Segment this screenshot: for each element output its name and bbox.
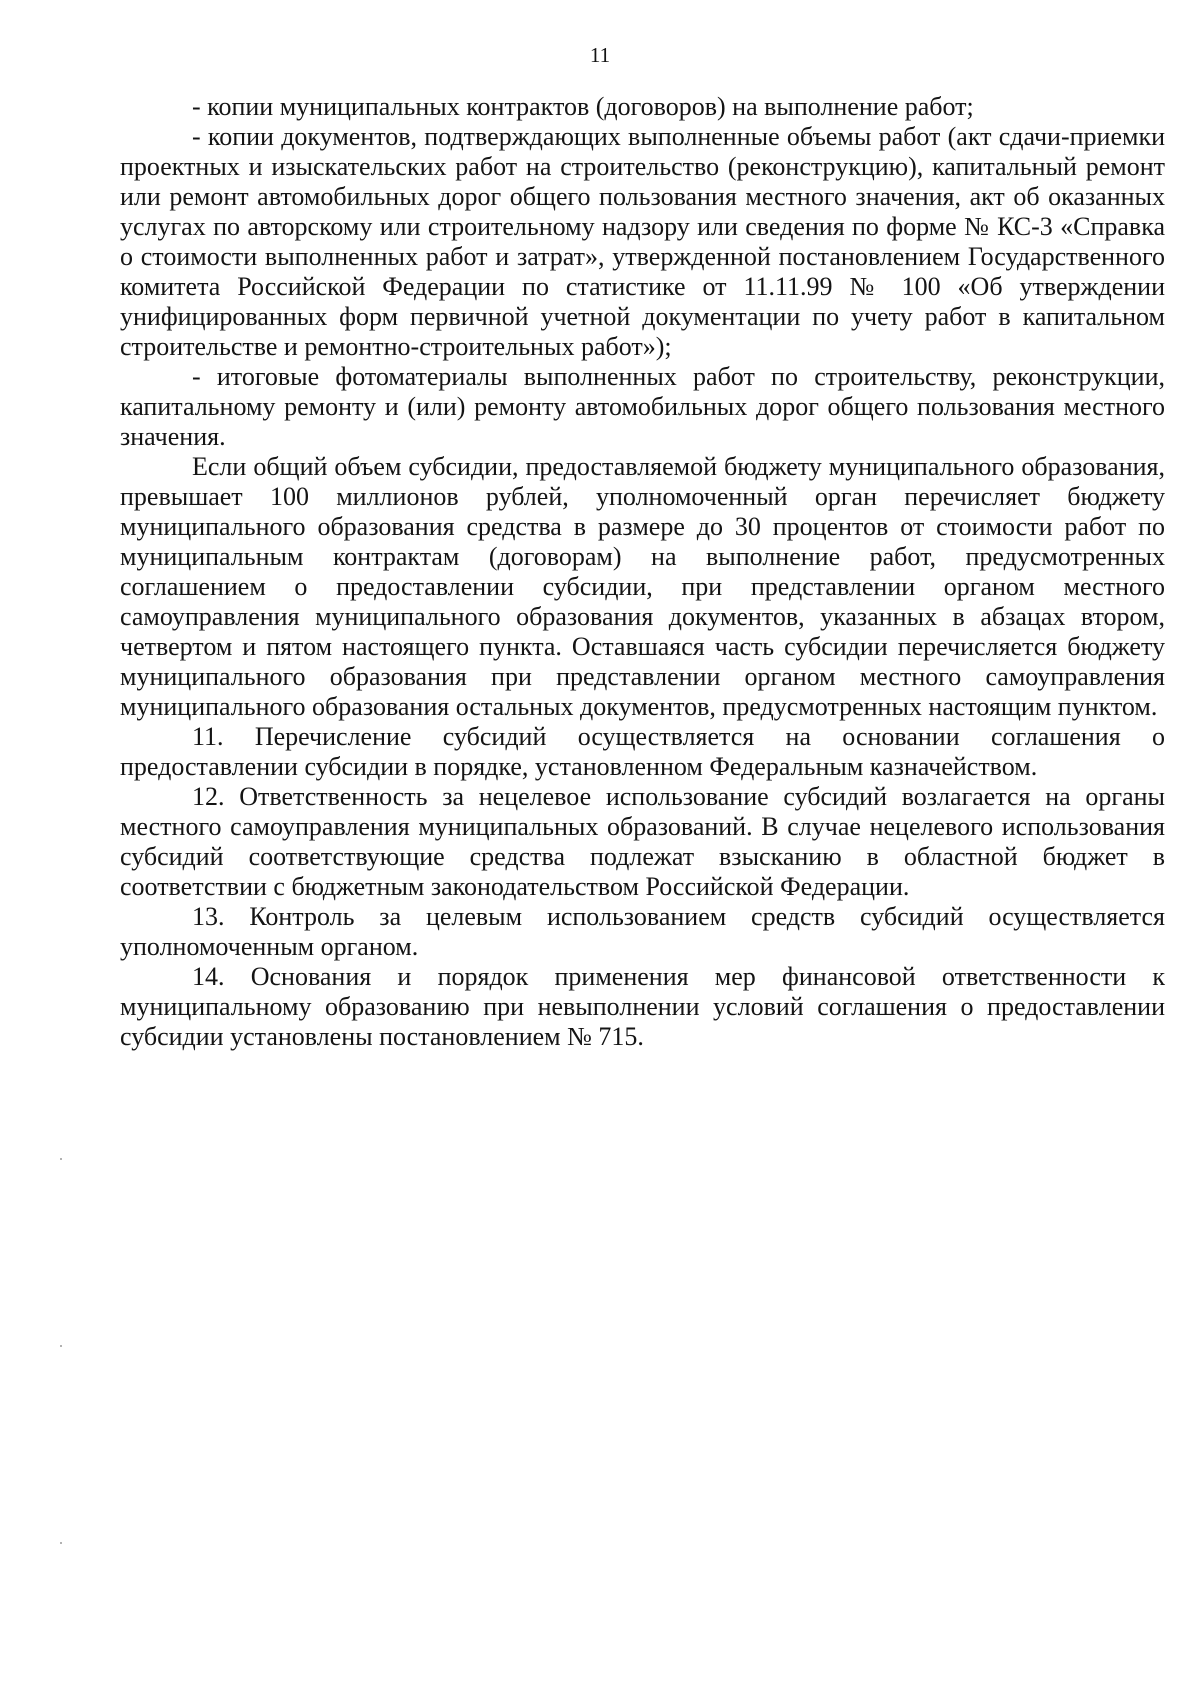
page-number: 11 bbox=[589, 43, 611, 67]
paragraph-item-13: 13. Контроль за целевым использованием средств субсидий осуществляется уполномоченным органом. bbox=[120, 902, 1165, 961]
paragraph-item-11: 11. Перечисление субсидий осуществляется на основании соглашения о предоставлении субсидии в порядке, установленном Федеральным казначейством. bbox=[120, 722, 1165, 781]
paragraph-contract-copies: - копии муниципальных контрактов (договоров) на выполнение работ; bbox=[192, 92, 974, 121]
paragraph-subsidy-volume: Если общий объем субсидии, предоставляемой бюджету муниципального образования, превышает 100 миллионов рублей, уполномоченный орган перечисляет бюджету муниципального образования средства в размере до 30 процентов от стоимости работ по муниципальным контрактам (договорам) на выполнение работ, предусмотренных соглашением о предоставлении субсидии, при представлении органом местного самоуправления муниципального образования документов, указанных в абзацах втором, четвертом и пятом настоящего пункта. Оставшаяся часть субсидии перечисляется бюджету муниципального образования при представлении органом местного самоуправления муниципального образования остальных документов, предусмотренных настоящим пунктом. bbox=[120, 452, 1165, 721]
scan-speck bbox=[60, 1158, 62, 1160]
paragraph-item-12: 12. Ответственность за нецелевое использование субсидий возлагается на органы местного самоуправления муниципальных образований. В случае нецелевого использования субсидий соответствующие средства подлежат взысканию в областной бюджет в соответствии с бюджетным законодательством Российской Федерации. bbox=[120, 782, 1165, 901]
scan-speck bbox=[60, 1542, 62, 1544]
scan-speck bbox=[60, 1345, 62, 1347]
paragraph-photo-materials: - итоговые фотоматериалы выполненных работ по строительству, реконструкции, капитальному ремонту и (или) ремонту автомобильных дорог общего пользования местного значения. bbox=[120, 362, 1165, 451]
paragraph-work-documents: - копии документов, подтверждающих выполненные объемы работ (акт сдачи-приемки проектных и изыскательских работ на строительство (реконструкцию), капитальный ремонт или ремонт автомобильных дорог общего пользования местного значения, акт об оказанных услугах по авторскому или строительному надзору или сведения по форме № КС-3 «Справка о стоимости выполненных работ и затрат», утвержденной постановлением Государственного комитета Российской Федерации по статистике от 11.11.99 № 100 «Об утверждении унифицированных форм первичной учетной документации по учету работ в капитальном строительстве и ремонтно-строительных работ»); bbox=[120, 122, 1165, 361]
document-body bbox=[120, 92, 1165, 1052]
paragraph-item-14: 14. Основания и порядок применения мер финансовой ответственности к муниципальному образованию при невыполнении условий соглашения о предоставлении субсидии установлены постановлением № 715. bbox=[120, 962, 1165, 1051]
